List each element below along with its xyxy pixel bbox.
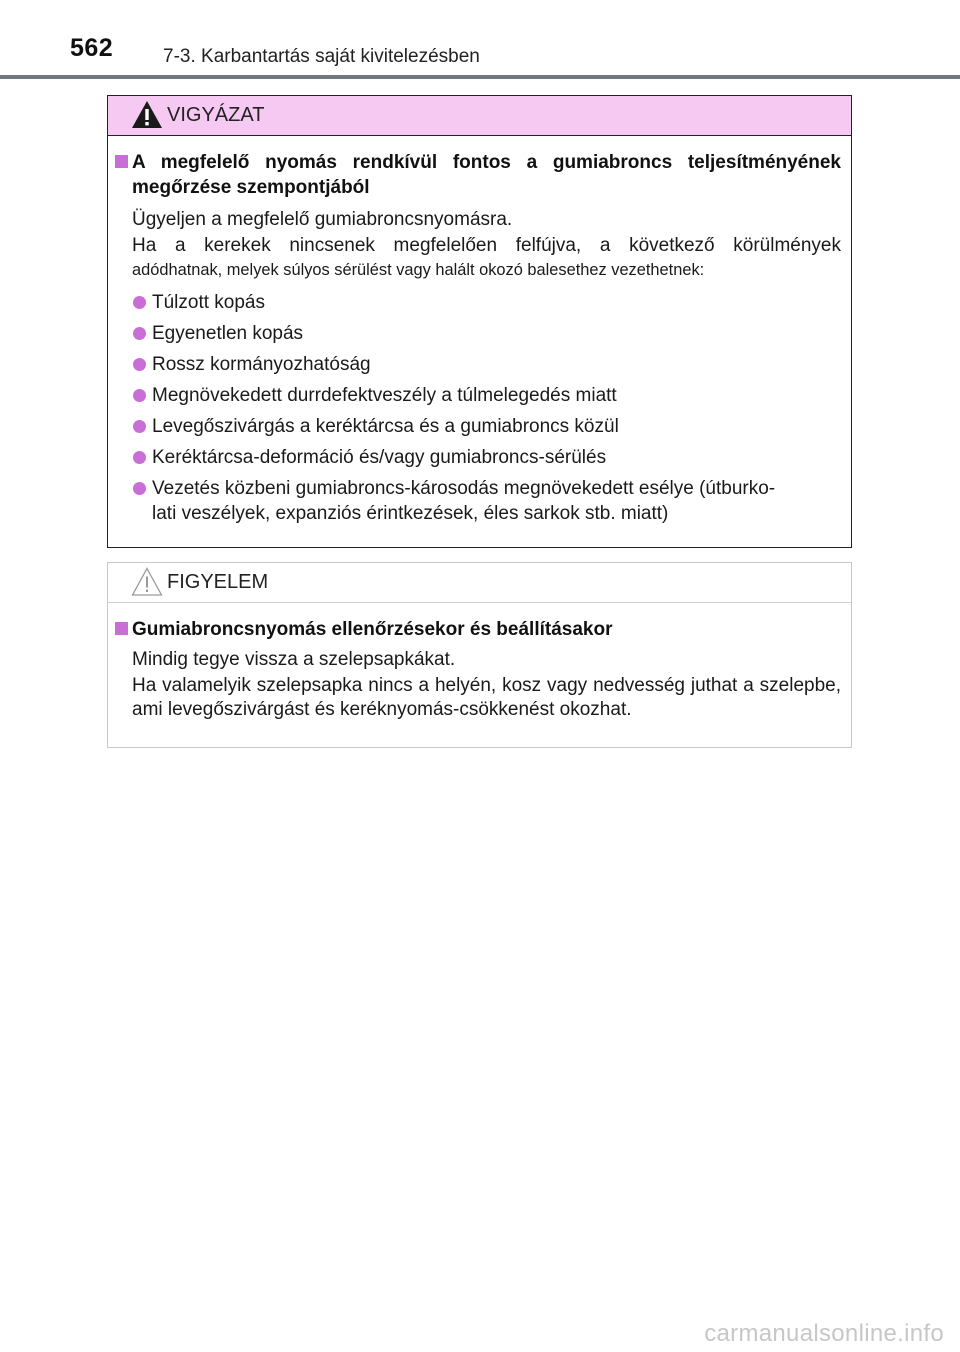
round-bullet-icon [133, 389, 146, 402]
round-bullet-icon [133, 327, 146, 340]
round-bullet-icon [133, 482, 146, 495]
list-item: Levegőszivárgás a keréktárcsa és a gumiabroncs közül [108, 414, 841, 439]
round-bullet-icon [133, 296, 146, 309]
warning-triangle-filled-icon [130, 99, 164, 131]
warning-paragraph-2-line-2: adódhatnak, melyek súlyos sérülést vagy halált okozó balesethez vezethetnek: [132, 261, 705, 279]
list-item: Megnövekedett durrdefektveszély a túlmelegedés miatt [108, 383, 841, 408]
notice-heading [108, 617, 841, 642]
warning-triangle-outline-icon [130, 566, 164, 598]
round-bullet-icon [133, 358, 146, 371]
warning-paragraph-1: Ügyeljen a megfelelő gumiabroncsnyomásra. [132, 209, 513, 230]
warning-box-header [108, 96, 851, 136]
notice-label: FIGYELEM [167, 571, 269, 593]
list-item: Túlzott kopás [108, 290, 841, 315]
list-item: Vezetés közbeni gumiabroncs-károsodás megnövekedett esélye (útburko- lati veszélyek, expanziós érintkezések, éles sarkok stb. miatt) [108, 476, 841, 526]
warning-paragraph-2 [108, 234, 841, 282]
square-bullet-icon [115, 622, 128, 635]
warning-box-body [108, 136, 851, 526]
warning-bullet-list [108, 290, 841, 526]
notice-box-header [108, 563, 851, 603]
header-rule [0, 75, 960, 79]
square-bullet-icon [115, 155, 128, 168]
warning-box [107, 95, 852, 548]
list-item: Rossz kormányozhatóság [108, 352, 841, 377]
warning-label: VIGYÁZAT [167, 104, 265, 126]
section-title: 7-3. Karbantartás saját kivitelezésben [163, 46, 480, 67]
notice-box [107, 562, 852, 748]
warning-heading [108, 150, 841, 200]
notice-paragraph-2: Ha valamelyik szelepsapka nincs a helyén, kosz vagy nedvesség juthat a szelepbe, ami levegőszivárgást és keréknyomás-csökkenést okozhat. [132, 675, 841, 720]
list-item: Egyenetlen kopás [108, 321, 841, 346]
warning-paragraph-2-line-1: Ha a kerekek nincsenek megfelelően felfújva, a következő körülmények [132, 235, 841, 256]
notice-box-body [108, 603, 851, 722]
notice-paragraph-1: Mindig tegye vissza a szelepsapkákat. [132, 649, 456, 670]
round-bullet-icon [133, 451, 146, 464]
notice-heading-text: Gumiabroncsnyomás ellenőrzésekor és beállításakor [132, 619, 613, 640]
page-number: 562 [70, 34, 114, 62]
page-header [0, 0, 960, 80]
watermark: carmanualsonline.info [704, 1320, 944, 1347]
round-bullet-icon [133, 420, 146, 433]
list-item: Keréktárcsa-deformáció és/vagy gumiabroncs-sérülés [108, 445, 841, 470]
warning-heading-text: A megfelelő nyomás rendkívül fontos a gumiabroncs teljesítményének megőrzése szempontjából [132, 152, 841, 198]
